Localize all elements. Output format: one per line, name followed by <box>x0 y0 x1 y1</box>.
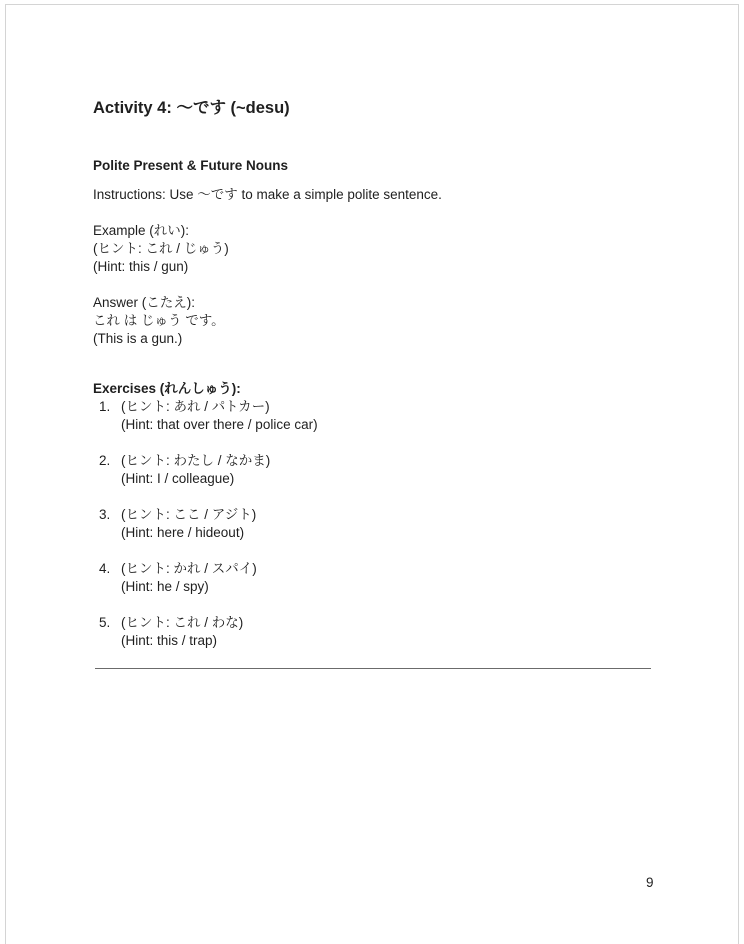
exercise-hint-jp: (ヒント: これ / わな) <box>121 615 244 630</box>
exercise-item <box>93 452 493 492</box>
exercise-hint-en: (Hint: I / colleague) <box>121 471 235 486</box>
exercise-hint-en: (Hint: this / trap) <box>121 633 218 648</box>
example-hint-jp: (ヒント: これ / じゅう) <box>93 241 229 256</box>
exercises-label: Exercises (れんしゅう): <box>93 381 241 396</box>
example-label: Example (れい): <box>93 223 190 238</box>
exercise-hint-en: (Hint: he / spy) <box>121 579 209 594</box>
exercise-hint-en: (Hint: here / hideout) <box>121 525 245 540</box>
section-subtitle: Polite Present & Future Nouns <box>93 158 289 173</box>
document-page <box>5 4 739 944</box>
exercise-item <box>93 398 493 438</box>
exercise-hint-jp: (ヒント: ここ / アジト) <box>121 507 257 522</box>
example-hint-en: (Hint: this / gun) <box>93 259 189 274</box>
exercise-number: 4. <box>99 561 111 576</box>
horizontal-divider <box>95 668 651 669</box>
exercise-hint-jp: (ヒント: かれ / スパイ) <box>121 561 257 576</box>
instructions-text: Instructions: Use ～です to make a simple polite sentence. <box>93 187 442 202</box>
page-number: 9 <box>646 875 654 890</box>
exercise-number: 2. <box>99 453 111 468</box>
exercise-hint-jp: (ヒント: あれ / パトカー) <box>121 399 270 414</box>
exercise-item <box>93 560 493 600</box>
activity-title: Activity 4: ～です (~desu) <box>93 99 290 117</box>
exercise-hint-jp: (ヒント: わたし / なかま) <box>121 453 271 468</box>
answer-jp: これ は じゅう です。 <box>93 313 225 328</box>
exercise-item <box>93 506 493 546</box>
exercise-hint-en: (Hint: that over there / police car) <box>121 417 318 432</box>
exercise-number: 3. <box>99 507 111 522</box>
answer-en: (This is a gun.) <box>93 331 183 346</box>
exercise-number: 1. <box>99 399 111 414</box>
answer-label: Answer (こたえ): <box>93 295 196 310</box>
exercise-number: 5. <box>99 615 111 630</box>
exercise-item <box>93 614 493 654</box>
